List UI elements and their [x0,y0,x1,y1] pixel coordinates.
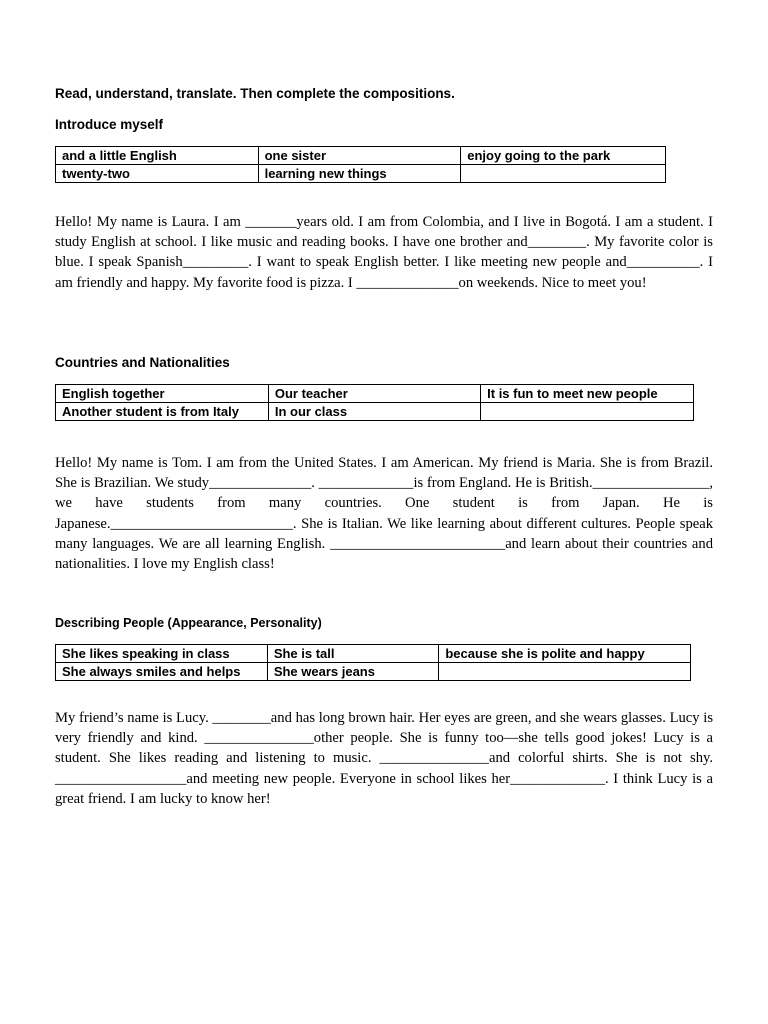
word-bank-table-introduce-myself [55,146,666,183]
table-cell: She wears jeans [267,663,439,681]
table-row [56,165,666,183]
table-cell: twenty-two [56,165,259,183]
table-cell [481,403,694,421]
composition-paragraph-describing-people: My friend’s name is Lucy. ________and has long brown hair. Her eyes are green, and she wears glasses. Lucy is very friendly and kind. _______________other people. She is funny too—she tells good jokes! Lucy is a student. She likes reading and listening to music. _______________and colorful shirts. She is not shy. __________________and meeting new people. Everyone in school likes her_____________. I think Lucy is a great friend. I am lucky to know her! [55,710,713,807]
table-row [56,147,666,165]
table-row [56,385,694,403]
table-cell: enjoy going to the park [461,147,666,165]
table-cell: It is fun to meet new people [481,385,694,403]
table-cell: Another student is from Italy [56,403,269,421]
composition-paragraph-introduce-myself: Hello! My name is Laura. I am _______years old. I am from Colombia, and I live in Bogotá. I am a student. I study English at school. I like music and reading books. I have one brother and________. My favorite color is blue. I speak Spanish_________. I want to speak English better. I like meeting new people and__________. I am friendly and happy. My favorite food is pizza. I ______________on weekends. Nice to meet you! [55,214,713,291]
section-title-countries-nationalities: Countries and Nationalities [55,355,230,370]
table-cell: She always smiles and helps [56,663,268,681]
table-cell [461,165,666,183]
section-title-introduce-myself: Introduce myself [55,117,164,132]
table-cell: In our class [268,403,480,421]
table-row [56,663,691,681]
table-cell: She is tall [267,645,439,663]
word-bank-table-describing-people [55,644,691,681]
table-cell: Our teacher [268,385,480,403]
composition-paragraph-countries-nationalities: Hello! My name is Tom. I am from the United States. I am American. My friend is Maria. She is from Brazil. She is Brazilian. We study______________. _____________is from England. He is British.________________, we have students from many countries. One student is from Japan. He is Japanese._________________________. She is Italian. We like learning about different cultures. People speak many languages. We are all learning English. ________________________and learn about their countries and nationalities. I love my English class! [55,455,713,573]
table-cell: one sister [258,147,461,165]
table-row [56,403,694,421]
table-cell: She likes speaking in class [56,645,268,663]
table-cell: and a little English [56,147,259,165]
table-cell [439,663,691,681]
section-title-describing-people: Describing People (Appearance, Personality) [55,616,322,630]
table-row [56,645,691,663]
word-bank-table-countries-nationalities [55,384,694,421]
table-cell: English together [56,385,269,403]
instructions: Read, understand, translate. Then complete the compositions. [55,86,455,101]
table-cell: because she is polite and happy [439,645,691,663]
table-cell: learning new things [258,165,461,183]
